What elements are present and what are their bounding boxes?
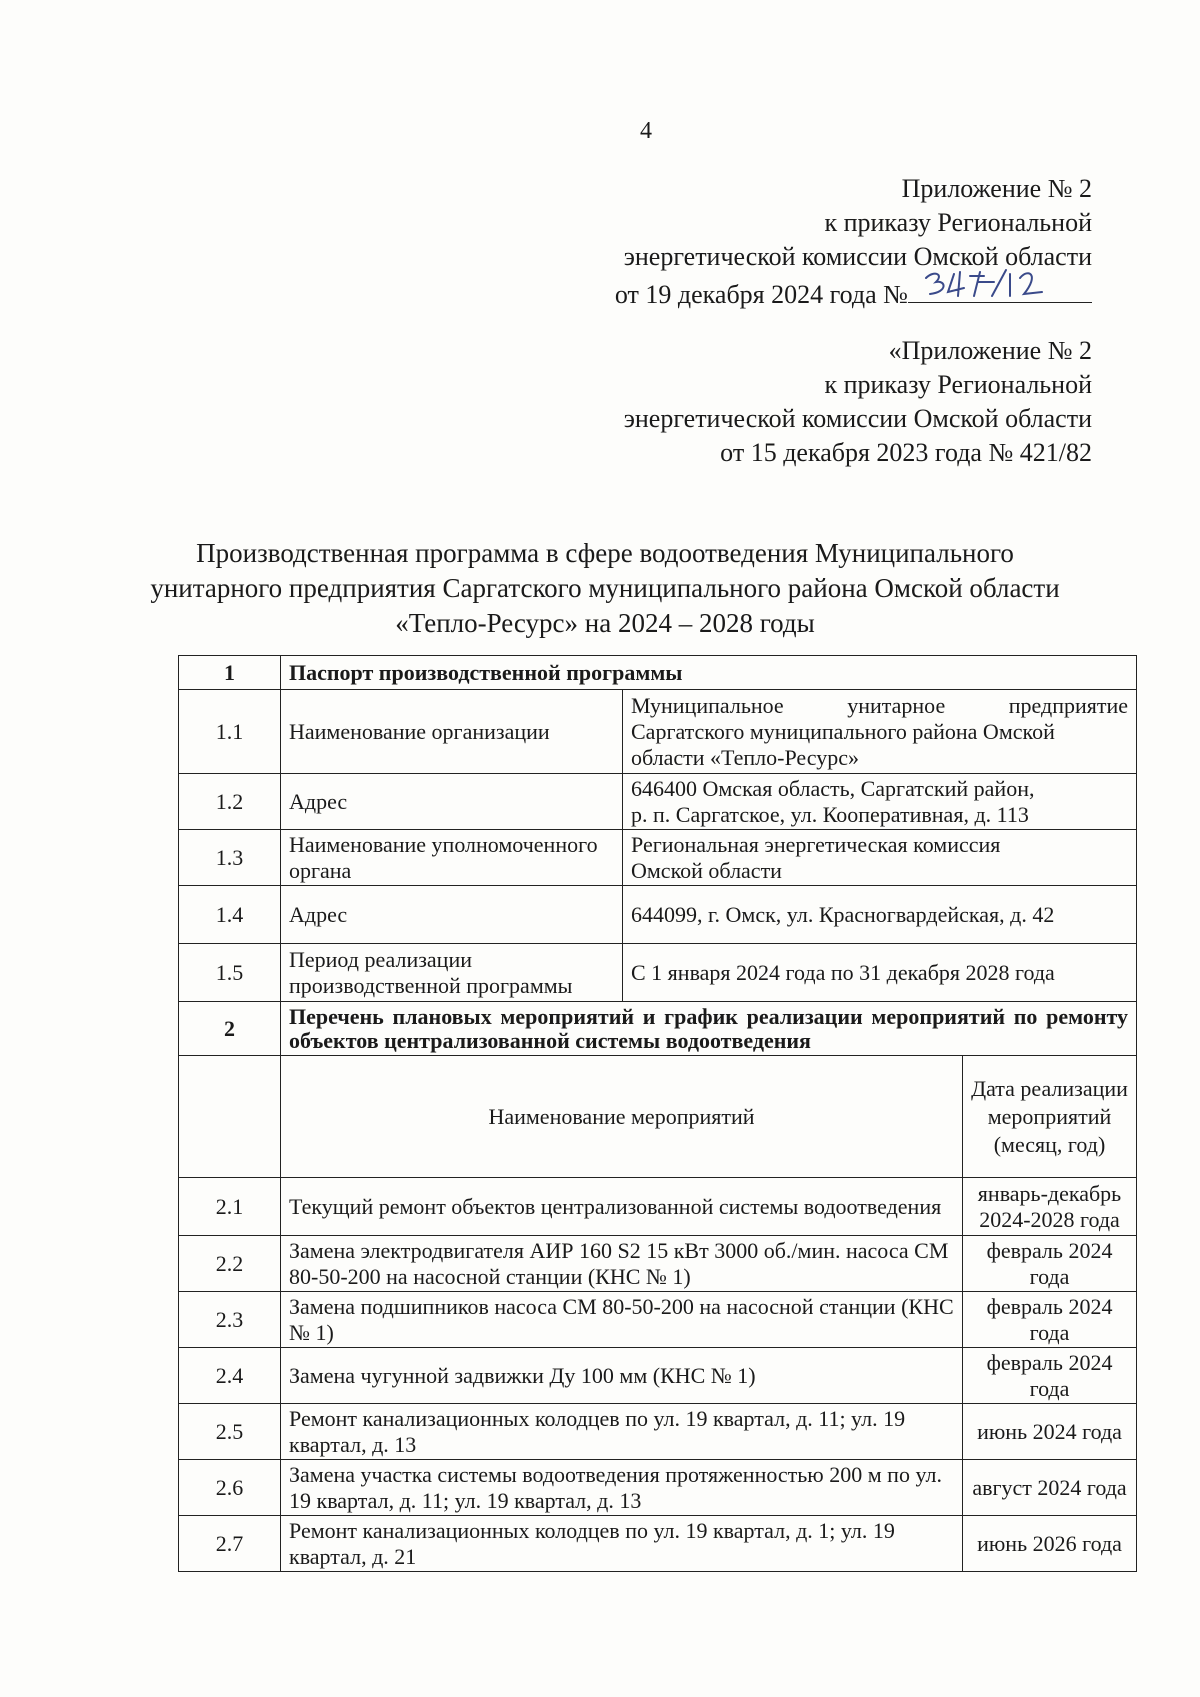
table-row xyxy=(179,1460,1137,1516)
date-cell: февраль 2024 года xyxy=(963,1348,1137,1404)
table-row xyxy=(179,886,1137,944)
row-number: 1.3 xyxy=(179,830,281,886)
table-row xyxy=(179,1516,1137,1572)
section-heading-row xyxy=(179,1002,1137,1056)
row-number: 1.2 xyxy=(179,774,281,830)
value-line: Муниципальное унитарное предприятие Саргатского муниципального района Омской xyxy=(631,692,1129,744)
section-heading: Перечень плановых мероприятий и график реализации мероприятий по ремонту объектов централизованной системы водоотведения xyxy=(281,1002,1137,1056)
page-number: 4 xyxy=(640,118,652,144)
value-line: области «Тепло-Ресурс» xyxy=(631,744,859,770)
date-cell: февраль 2024 года xyxy=(963,1292,1137,1348)
order-number-field xyxy=(908,274,1092,303)
activity-cell: Замена подшипников насоса СМ 80-50-200 на насосной станции (КНС № 1) xyxy=(281,1292,963,1348)
value-line: Омской области xyxy=(631,857,782,883)
table-row xyxy=(179,944,1137,1002)
date-cell: июнь 2024 года xyxy=(963,1404,1137,1460)
appendix-line: от 15 декабря 2023 года № 421/82 xyxy=(720,438,1092,467)
table-row xyxy=(179,1236,1137,1292)
appendix-line: «Приложение № 2 xyxy=(888,336,1092,365)
program-table xyxy=(178,655,1137,1572)
activity-cell: Замена участка системы водоотведения протяженностью 200 м по ул. 19 квартал, д. 11; ул. 19 квартал, д. 13 xyxy=(281,1460,963,1516)
row-number: 2.1 xyxy=(179,1178,281,1236)
title-line: «Тепло-Ресурс» на 2024 – 2028 годы xyxy=(395,608,815,638)
appendix-line: энергетической комиссии Омской области xyxy=(623,404,1092,433)
row-value xyxy=(623,830,1137,886)
table-row xyxy=(179,830,1137,886)
appendix-header-old xyxy=(624,334,1092,470)
row-number: 2.6 xyxy=(179,1460,281,1516)
table-row xyxy=(179,1178,1137,1236)
column-header-activity: Наименование мероприятий xyxy=(281,1056,963,1178)
section-number: 2 xyxy=(179,1002,281,1056)
row-value xyxy=(623,690,1137,774)
appendix-line: к приказу Региональной xyxy=(824,370,1092,399)
row-number: 2.3 xyxy=(179,1292,281,1348)
value-line: р. п. Саргатское, ул. Кооперативная, д. 113 xyxy=(631,801,1029,827)
table-row xyxy=(179,774,1137,830)
row-number: 2.5 xyxy=(179,1404,281,1460)
value-line: Региональная энергетическая комиссия xyxy=(631,831,1001,857)
row-number: 1.4 xyxy=(179,886,281,944)
activity-cell: Замена чугунной задвижки Ду 100 мм (КНС № 1) xyxy=(281,1348,963,1404)
row-label: Адрес xyxy=(281,886,623,944)
row-value xyxy=(623,774,1137,830)
row-label: Период реализации производственной программы xyxy=(281,944,623,1002)
section-heading: Паспорт производственной программы xyxy=(281,656,1137,690)
order-reference-line xyxy=(615,274,1092,312)
row-label: Адрес xyxy=(281,774,623,830)
activity-cell: Замена электродвигателя АИР 160 S2 15 кВт 3000 об./мин. насоса СМ 80-50-200 на насосной станции (КНС № 1) xyxy=(281,1236,963,1292)
row-value: 644099, г. Омск, ул. Красногвардейская, д. 42 xyxy=(623,886,1137,944)
row-number: 1.1 xyxy=(179,690,281,774)
row-number: 1.5 xyxy=(179,944,281,1002)
row-number: 2.7 xyxy=(179,1516,281,1572)
order-date-text: от 19 декабря 2024 года № xyxy=(614,280,908,309)
row-number: 2.2 xyxy=(179,1236,281,1292)
date-cell: июнь 2026 года xyxy=(963,1516,1137,1572)
column-header-date: Дата реализации мероприятий (месяц, год) xyxy=(963,1056,1137,1178)
table-row xyxy=(179,1348,1137,1404)
section-number: 1 xyxy=(179,656,281,690)
handwritten-order-number xyxy=(918,268,1068,300)
section-heading-row xyxy=(179,656,1137,690)
value-line: 646400 Омская область, Саргатский район, xyxy=(631,775,1035,801)
appendix-line: Приложение № 2 xyxy=(901,174,1092,203)
date-cell: февраль 2024 года xyxy=(963,1236,1137,1292)
appendix-line: энергетической комиссии Омской области xyxy=(623,242,1092,271)
row-label: Наименование уполномоченного органа xyxy=(281,830,623,886)
empty-cell xyxy=(179,1056,281,1178)
date-cell: август 2024 года xyxy=(963,1460,1137,1516)
column-header-row xyxy=(179,1056,1137,1178)
title-line: унитарного предприятия Саргатского муниципального района Омской области xyxy=(150,573,1060,603)
row-label: Наименование организации xyxy=(281,690,623,774)
title-line: Производственная программа в сфере водоотведения Муниципального xyxy=(196,538,1014,568)
table-row xyxy=(179,1404,1137,1460)
appendix-line: к приказу Региональной xyxy=(824,208,1092,237)
date-cell: январь-декабрь 2024-2028 года xyxy=(963,1178,1137,1236)
activity-cell: Ремонт канализационных колодцев по ул. 19 квартал, д. 1; ул. 19 квартал, д. 21 xyxy=(281,1516,963,1572)
table-row xyxy=(179,1292,1137,1348)
row-number: 2.4 xyxy=(179,1348,281,1404)
appendix-header-new xyxy=(615,172,1092,312)
activity-cell: Ремонт канализационных колодцев по ул. 19 квартал, д. 11; ул. 19 квартал, д. 13 xyxy=(281,1404,963,1460)
program-title xyxy=(150,536,1060,641)
table-row xyxy=(179,690,1137,774)
row-value: С 1 января 2024 года по 31 декабря 2028 года xyxy=(623,944,1137,1002)
activity-cell: Текущий ремонт объектов централизованной системы водоотведения xyxy=(281,1178,963,1236)
